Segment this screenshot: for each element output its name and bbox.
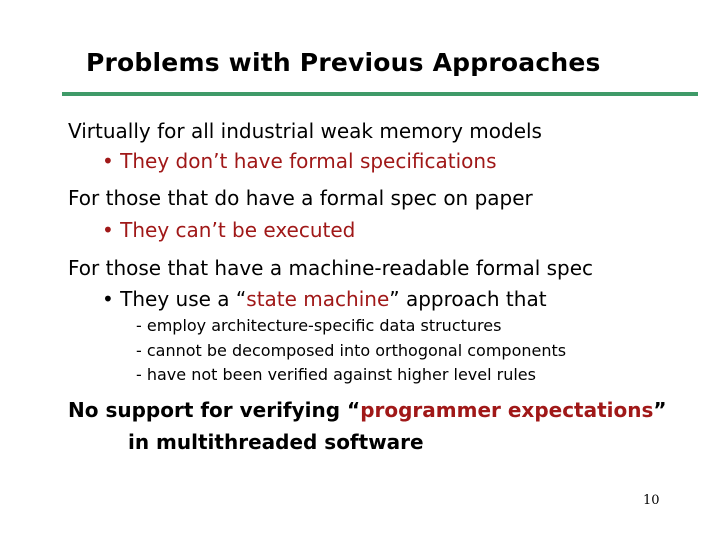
programmer-expectations-highlight: programmer expectations: [360, 398, 654, 422]
bullet-1: Virtually for all industrial weak memory models: [68, 119, 542, 143]
bullet-2-sub: • They can’t be executed: [102, 218, 356, 242]
conclusion-quote-close: ”: [653, 398, 667, 422]
bullet-3-sub-lead: • They use a “: [102, 287, 247, 311]
bullet-3-sub-tail: ” approach that: [389, 287, 547, 311]
conclusion-line-1: [68, 398, 667, 422]
conclusion-lead: No support for verifying “: [68, 398, 361, 422]
bullet-3-detail-1: - employ architecture-specific data structures: [136, 316, 502, 335]
bullet-2: For those that do have a formal spec on paper: [68, 186, 533, 210]
bullet-1-sub: • They don’t have formal specifications: [102, 149, 497, 173]
bullet-3-sub: [102, 287, 547, 311]
bullet-3-detail-3: - have not been verified against higher level rules: [136, 365, 536, 384]
page-number: 10: [643, 493, 660, 508]
title-underline: [62, 92, 698, 96]
slide-title: Problems with Previous Approaches: [86, 48, 601, 77]
state-machine-highlight: state machine: [246, 287, 390, 311]
conclusion-line-2: in multithreaded software: [128, 430, 424, 454]
bullet-3-detail-2: - cannot be decomposed into orthogonal components: [136, 341, 567, 360]
bullet-3: For those that have a machine-readable formal spec: [68, 256, 594, 280]
